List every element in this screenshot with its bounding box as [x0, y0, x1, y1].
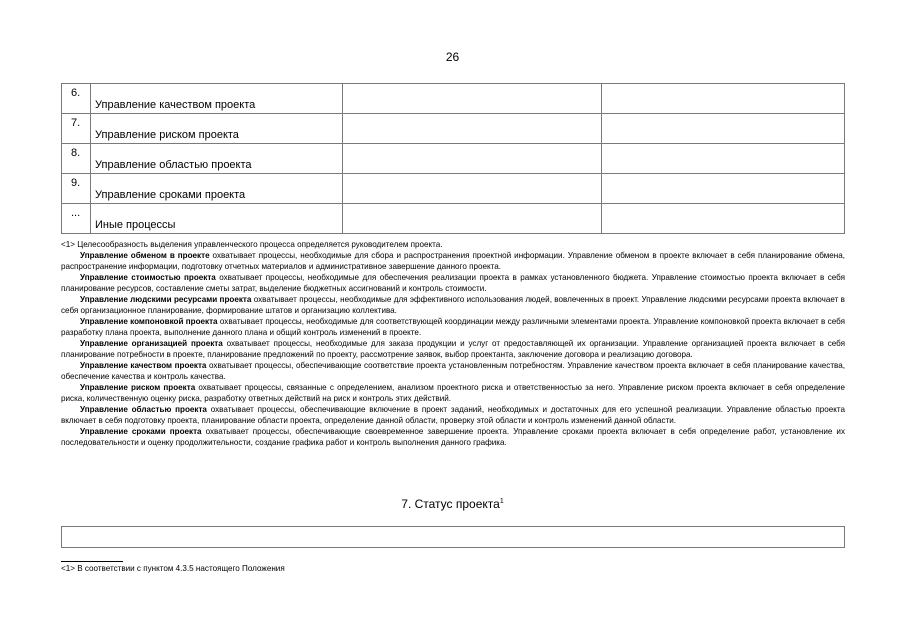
row-number: 6.	[71, 87, 81, 99]
row-name: Управление областью проекта	[95, 159, 252, 171]
notes-block	[61, 239, 845, 448]
row-number: 9.	[71, 177, 81, 189]
table-row	[62, 114, 845, 144]
table-row	[62, 144, 845, 174]
row-number-cell	[62, 174, 91, 204]
row-number-cell	[62, 84, 91, 114]
note-paragraph	[61, 360, 845, 382]
row-name-cell	[91, 84, 343, 114]
term: Управление сроками проекта	[80, 427, 202, 436]
term: Управление областью проекта	[80, 405, 207, 414]
row-number-cell	[62, 144, 91, 174]
term: Управление людскими ресурсами проекта	[80, 295, 252, 304]
footnote-ref: 1	[499, 498, 504, 505]
row-empty-cell	[343, 84, 602, 114]
note-paragraph	[61, 294, 845, 316]
notes-paragraphs	[61, 250, 845, 448]
section-title-text: 7. Статус проекта	[401, 497, 500, 511]
definition: охватывает процессы, обеспечивающие включение в проект заданий, необходимых и достаточных для его успешной реализации. Управление областью проекта включает в себя подготовку проекта, планирование области проекта, определение данной области, проверку этой области и контроль изменений данной области.	[61, 405, 845, 425]
term: Управление компоновкой проекта	[80, 317, 218, 326]
row-number-cell	[62, 204, 91, 234]
definition: охватывает процессы, обеспечивающие своевременное завершение проекта. Управление сроками проекта включает в себя определение работ, установление их последовательности и оценку продолжительности, создание графика работ и контроль выполнения данного графика.	[61, 427, 845, 447]
note-paragraph	[61, 250, 845, 272]
row-name: Иные процессы	[95, 219, 176, 231]
definition: охватывает процессы, необходимые для эффективного использования людей, вовлеченных в проект. Управление людскими ресурсами проекта включает в себя организационное планирование, формирование штатов и организацию коллектива.	[61, 295, 845, 315]
process-table	[61, 83, 845, 234]
row-name-cell	[91, 114, 343, 144]
row-empty-cell	[343, 174, 602, 204]
row-number-cell	[62, 114, 91, 144]
definition: охватывает процессы, необходимые для заказа продукции и услуг от предоставляющей их организации. Управление организацией проекта включает в себя планирование потребности в проекте, планирование предложений по проекту, рассмотрение заявок, выбор проектанта, заключение договора и реализацию договора.	[61, 339, 845, 359]
row-empty-cell	[602, 204, 845, 234]
row-empty-cell	[343, 204, 602, 234]
note-paragraph	[61, 404, 845, 426]
note-paragraph	[61, 272, 845, 294]
definition: охватывает процессы, связанные с определением, анализом проектного риска и ответственностью за него. Управление риском проекта включает в себя определение риска, количественную оценку риска, разработку ответных действий на риск и контроль этих действий.	[61, 383, 845, 403]
row-name-cell	[91, 204, 343, 234]
note-1: <1> Целесообразность выделения управленческого процесса определяется руководителем проекта.	[61, 240, 443, 249]
definition: охватывает процессы, необходимые для обеспечения реализации проекта в рамках установленного бюджета. Управление стоимостью проекта включает в себя планирование ресурсов, составление сметы затрат, выделение бюджетных ассигнований и контроль стоимости.	[61, 273, 845, 293]
term: Управление стоимостью проекта	[80, 273, 216, 282]
row-number: 8.	[71, 147, 81, 159]
row-name: Управление сроками проекта	[95, 189, 246, 201]
row-name: Управление риском проекта	[95, 129, 239, 141]
footnote: <1> В соответствии с пунктом 4.3.5 настоящего Положения	[61, 564, 285, 573]
term: Управление обменом в проекте	[80, 251, 210, 260]
row-name-cell	[91, 144, 343, 174]
note-paragraph	[61, 316, 845, 338]
table-row	[62, 174, 845, 204]
table-row	[62, 84, 845, 114]
note-paragraph	[61, 382, 845, 404]
term: Управление организацией проекта	[80, 339, 223, 348]
table-row	[62, 204, 845, 234]
definition: охватывает процессы, обеспечивающие соответствие проекта установленным потребностям. Управление качеством проекта включает в себя планирование качества, обеспечение качества и контроль качества.	[61, 361, 846, 381]
row-number: 7.	[71, 117, 81, 129]
row-number: ...	[71, 207, 81, 219]
definition: охватывает процессы, необходимые для соответствующей координации между различными элементами проекта. Управление компоновкой проекта включает в себя разработку плана проекта, выполнение данного плана и общий контроль изменений в проекте.	[61, 317, 845, 337]
row-empty-cell	[602, 174, 845, 204]
row-empty-cell	[602, 144, 845, 174]
section-title	[0, 497, 905, 511]
row-name: Управление качеством проекта	[95, 99, 256, 111]
status-box	[61, 526, 845, 548]
row-empty-cell	[602, 84, 845, 114]
row-empty-cell	[343, 114, 602, 144]
row-empty-cell	[343, 144, 602, 174]
definition: охватывает процессы, необходимые для сбора и распространения проектной информации. Управление обменом в проекте включает в себя планирование обмена, распространение информации, подготовку отчетных материалов и административное завершение данного проекта.	[61, 251, 845, 271]
row-name-cell	[91, 174, 343, 204]
term: Управление качеством проекта	[80, 361, 207, 370]
note-paragraph	[61, 426, 845, 448]
row-empty-cell	[602, 114, 845, 144]
term: Управление риском проекта	[80, 383, 196, 392]
note-paragraph	[61, 338, 845, 360]
page-number: 26	[445, 50, 460, 64]
footnote-divider	[61, 561, 123, 562]
